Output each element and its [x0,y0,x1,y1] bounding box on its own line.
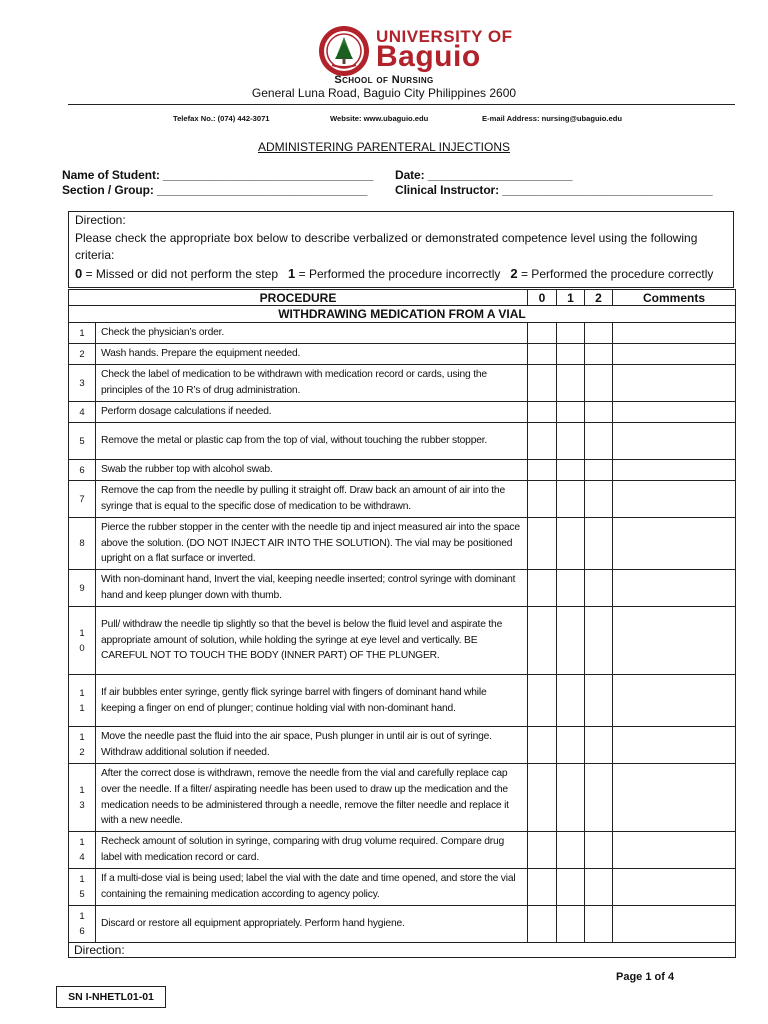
step-number: 5 [69,423,96,460]
criteria-line [75,266,713,281]
table-row [69,869,736,906]
table-row [69,323,736,344]
header-score-0: 0 [528,290,557,306]
score-2-checkbox[interactable] [585,869,613,906]
criteria-text-0: = Missed or did not perform the step [85,267,279,281]
step-description: Pull/ withdraw the needle tip slightly so that the bevel is below the fluid level and aspirate the appropriate amount of solution, while holding the syringe at eye level and vertically. BE CAREFUL NOT TO TOUCH THE BODY (INNER PART) OF THE PLUNGER. [96,607,528,675]
score-1-checkbox[interactable] [557,344,585,365]
score-1-checkbox[interactable] [557,869,585,906]
step-number: 1 0 [69,607,96,675]
footer-direction: Direction: [69,943,736,958]
score-0-checkbox[interactable] [528,365,557,402]
step-description: Wash hands. Prepare the equipment needed. [96,344,528,365]
direction-title: Direction: [75,213,126,227]
step-description: Check the physician’s order. [96,323,528,344]
score-1-checkbox[interactable] [557,570,585,607]
score-1-checkbox[interactable] [557,675,585,727]
comments-cell[interactable] [613,365,736,402]
school-address: General Luna Road, Baguio City Philippines 2600 [251,86,517,100]
criteria-score-2: 2 [510,266,518,281]
table-row [69,727,736,764]
email-address: E-mail Address: nursing@ubaguio.edu [482,114,623,123]
score-2-checkbox[interactable] [585,365,613,402]
step-description: Check the label of medication to be withdrawn with medication record or cards, using the principles of the 10 R’s of drug administration. [96,365,528,402]
criteria-score-1: 1 [288,266,296,281]
section-row [69,306,736,323]
header-score-1: 1 [557,290,585,306]
score-1-checkbox[interactable] [557,518,585,570]
student-name-field[interactable]: Name of Student: ________________________________ [62,168,374,182]
table-row [69,764,736,832]
score-1-checkbox[interactable] [557,906,585,943]
step-number: 4 [69,402,96,423]
date-field[interactable]: Date: ______________________ [395,168,573,182]
table-row [69,460,736,481]
step-number: 1 3 [69,764,96,832]
document-code: SN I-NHETL01-01 [56,986,166,1008]
website-address: Website: www.ubaguio.edu [330,114,429,123]
telefax-number: Telefax No.: (074) 442-3071 [173,114,270,123]
comments-cell[interactable] [613,570,736,607]
score-0-checkbox[interactable] [528,518,557,570]
score-0-checkbox[interactable] [528,607,557,675]
table-row [69,906,736,943]
procedure-checklist-table [68,289,736,958]
table-row [69,365,736,402]
table-row [69,481,736,518]
score-0-checkbox[interactable] [528,832,557,869]
comments-cell[interactable] [613,423,736,460]
step-number: 1 2 [69,727,96,764]
header-comments: Comments [613,290,736,306]
score-1-checkbox[interactable] [557,402,585,423]
footer-row [69,943,736,958]
step-description: With non-dominant hand, Invert the vial, keeping needle inserted; control syringe with dominant hand and keep plunger down with thumb. [96,570,528,607]
score-0-checkbox[interactable] [528,675,557,727]
step-description: After the correct dose is withdrawn, remove the needle from the vial and carefully replace cap over the needle. If a filter/ aspirating needle has been used to draw up the medication and the medication needs to be administered through a needle, remove the filter needle and replace it with a new needle. [96,764,528,832]
university-name-line1: UNIVERSITY OF [376,27,513,46]
score-2-checkbox[interactable] [585,675,613,727]
score-2-checkbox[interactable] [585,906,613,943]
score-2-checkbox[interactable] [585,727,613,764]
table-row [69,832,736,869]
score-2-checkbox[interactable] [585,460,613,481]
step-description: Remove the metal or plastic cap from the top of vial, without touching the rubber stopper. [96,423,528,460]
score-0-checkbox[interactable] [528,402,557,423]
direction-text: Please check the appropriate box below to describe verbalized or demonstrated competence level using the following criteria: [75,231,698,262]
score-0-checkbox[interactable] [528,323,557,344]
step-number: 7 [69,481,96,518]
table-row [69,607,736,675]
table-row [69,570,736,607]
comments-cell[interactable] [613,727,736,764]
comments-cell[interactable] [613,481,736,518]
criteria-text-1: = Performed the procedure incorrectly [298,267,501,281]
step-number: 1 5 [69,869,96,906]
document-title: ADMINISTERING PARENTERAL INJECTIONS [257,140,511,154]
score-2-checkbox[interactable] [585,570,613,607]
step-description: Discard or restore all equipment appropriately. Perform hand hygiene. [96,906,528,943]
step-number: 1 [69,323,96,344]
school-name: School of Nursing [334,74,434,86]
table-row [69,423,736,460]
score-1-checkbox[interactable] [557,365,585,402]
university-name-line2: Baguio [376,40,481,73]
comments-cell[interactable] [613,764,736,832]
comments-cell[interactable] [613,675,736,727]
header-score-2: 2 [585,290,613,306]
comments-cell[interactable] [613,906,736,943]
score-2-checkbox[interactable] [585,323,613,344]
comments-cell[interactable] [613,607,736,675]
header-procedure: PROCEDURE [69,290,528,306]
step-number: 2 [69,344,96,365]
comments-cell[interactable] [613,460,736,481]
step-number: 1 6 [69,906,96,943]
score-0-checkbox[interactable] [528,423,557,460]
university-seal-logo [318,25,370,77]
step-number: 9 [69,570,96,607]
comments-cell[interactable] [613,832,736,869]
step-number: 8 [69,518,96,570]
table-row [69,675,736,727]
score-1-checkbox[interactable] [557,481,585,518]
score-0-checkbox[interactable] [528,344,557,365]
step-description: Move the needle past the fluid into the air space, Push plunger in until air is out of syringe. Withdraw additional solution if needed. [96,727,528,764]
score-0-checkbox[interactable] [528,869,557,906]
score-0-checkbox[interactable] [528,764,557,832]
score-0-checkbox[interactable] [528,460,557,481]
comments-cell[interactable] [613,344,736,365]
score-1-checkbox[interactable] [557,764,585,832]
step-description: Perform dosage calculations if needed. [96,402,528,423]
header-divider [68,104,735,105]
table-row [69,344,736,365]
score-1-checkbox[interactable] [557,727,585,764]
score-2-checkbox[interactable] [585,832,613,869]
step-number: 6 [69,460,96,481]
score-1-checkbox[interactable] [557,423,585,460]
table-header-row [69,290,736,306]
score-0-checkbox[interactable] [528,727,557,764]
table-row [69,402,736,423]
score-1-checkbox[interactable] [557,323,585,344]
score-0-checkbox[interactable] [528,570,557,607]
score-0-checkbox[interactable] [528,906,557,943]
criteria-score-0: 0 [75,266,83,281]
step-number: 3 [69,365,96,402]
comments-cell[interactable] [613,869,736,906]
comments-cell[interactable] [613,518,736,570]
step-number: 1 1 [69,675,96,727]
step-number: 1 4 [69,832,96,869]
score-2-checkbox[interactable] [585,423,613,460]
table-row [69,518,736,570]
score-1-checkbox[interactable] [557,607,585,675]
criteria-text-2: = Performed the procedure correctly [520,267,714,281]
clinical-instructor-field[interactable]: Clinical Instructor: ________________________________ [395,183,713,197]
section-title: WITHDRAWING MEDICATION FROM A VIAL [69,306,736,323]
score-2-checkbox[interactable] [585,402,613,423]
score-2-checkbox[interactable] [585,607,613,675]
step-description: Recheck amount of solution in syringe, comparing with drug volume required. Compare drug label with medication record or card. [96,832,528,869]
score-1-checkbox[interactable] [557,460,585,481]
score-0-checkbox[interactable] [528,481,557,518]
step-description: Pierce the rubber stopper in the center with the needle tip and inject measured air into the space above the solution. (DO NOT INJECT AIR INTO THE SOLUTION). The vial may be positioned upright on a flat surface or inverted. [96,518,528,570]
step-description: If a multi-dose vial is being used; label the vial with the date and time opened, and store the vial containing the remaining medication according to agency policy. [96,869,528,906]
comments-cell[interactable] [613,323,736,344]
step-description: If air bubbles enter syringe, gently flick syringe barrel with fingers of dominant hand while keeping a finger on end of plunger; continue holding vial with non-dominant hand. [96,675,528,727]
step-description: Remove the cap from the needle by pulling it straight off. Draw back an amount of air into the syringe that is equal to the specific dose of medication to be withdrawn. [96,481,528,518]
comments-cell[interactable] [613,402,736,423]
score-2-checkbox[interactable] [585,481,613,518]
section-group-field[interactable]: Section / Group: ________________________________ [62,183,368,197]
score-2-checkbox[interactable] [585,344,613,365]
page-number: Page 1 of 4 [616,971,675,983]
score-1-checkbox[interactable] [557,832,585,869]
score-2-checkbox[interactable] [585,518,613,570]
step-description: Swab the rubber top with alcohol swab. [96,460,528,481]
score-2-checkbox[interactable] [585,764,613,832]
